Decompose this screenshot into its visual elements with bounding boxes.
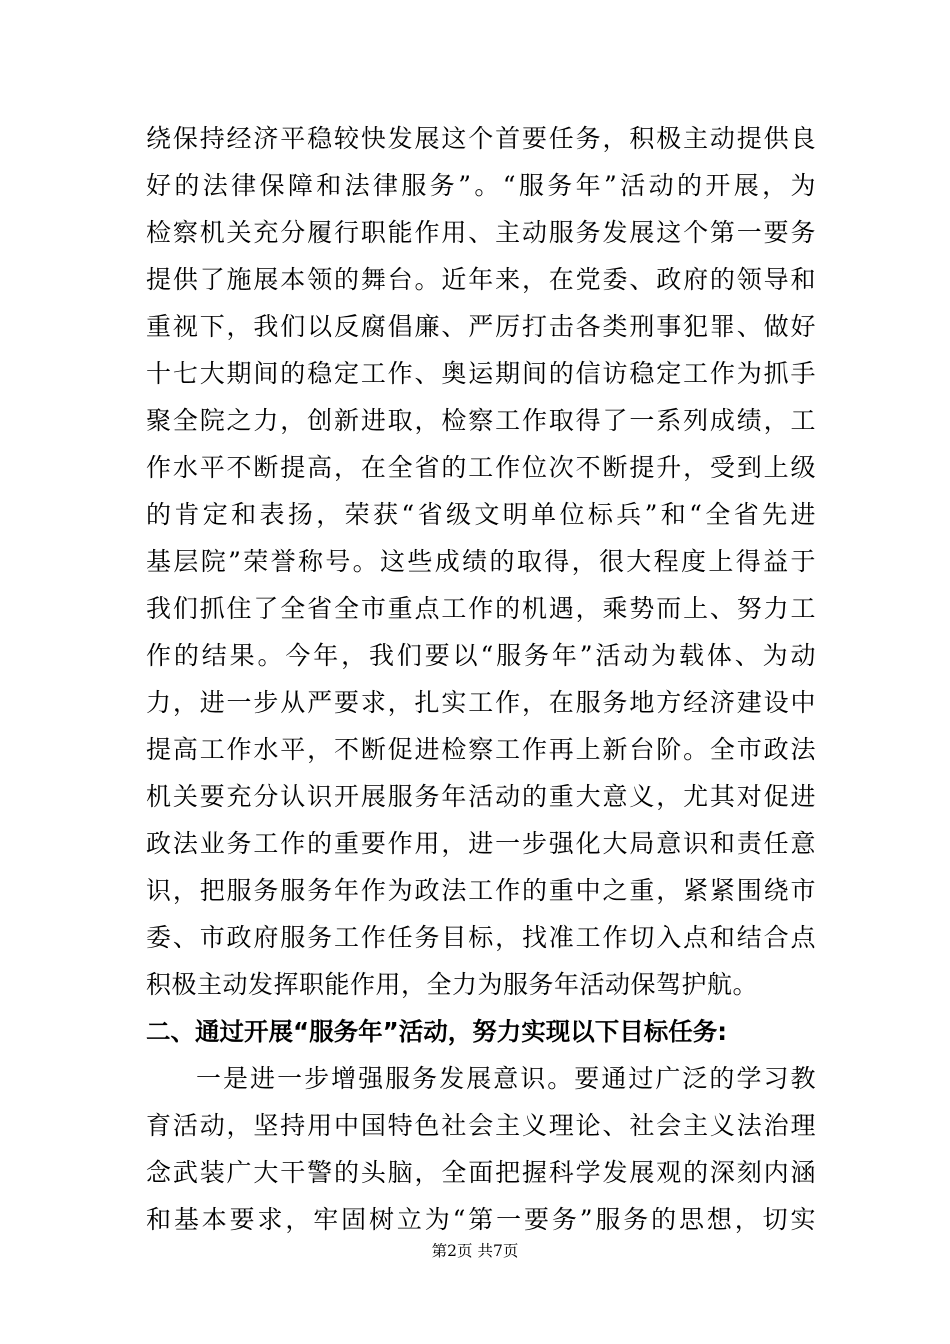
paragraph-line-13: 力，进一步从严要求，扎实工作，在服务地方经济建设中 [146, 688, 816, 717]
paragraph-line-7: 聚全院之力，创新进取，检察工作取得了一系列成绩，工 [146, 406, 816, 435]
paragraph-line-23: 念武装广大干警的头脑，全面把握科学发展观的深刻内涵 [146, 1158, 816, 1187]
paragraph-line-16: 政法业务工作的重要作用，进一步强化大局意识和责任意 [146, 829, 816, 858]
paragraph-line-4: 提供了施展本领的舞台。近年来，在党委、政府的领导和 [146, 265, 816, 294]
paragraph-line-1: 绕保持经济平稳较快发展这个首要任务，积极主动提供良 [146, 124, 816, 153]
paragraph-line-11: 我们抓住了全省全市重点工作的机遇，乘势而上、努力工 [146, 594, 816, 623]
paragraph-line-19: 积极主动发挥职能作用，全力为服务年活动保驾护航。 [146, 970, 759, 999]
paragraph-line-21: 一是进一步增强服务发展意识。要通过广泛的学习教 [196, 1064, 816, 1093]
paragraph-line-10: 基层院”荣誉称号。这些成绩的取得，很大程度上得益于 [146, 547, 816, 576]
paragraph-line-14: 提高工作水平，不断促进检察工作再上新台阶。全市政法 [146, 735, 816, 764]
paragraph-line-6: 十七大期间的稳定工作、奥运期间的信访稳定工作为抓手 [146, 359, 816, 388]
page-number-footer: 第2页 共7页 [431, 1242, 519, 1260]
paragraph-line-15: 机关要充分认识开展服务年活动的重大意义，尤其对促进 [146, 782, 816, 811]
paragraph-line-22: 育活动，坚持用中国特色社会主义理论、社会主义法治理 [146, 1111, 816, 1140]
paragraph-line-12: 作的结果。今年，我们要以“服务年”活动为载体、为动 [146, 641, 816, 670]
paragraph-line-18: 委、市政府服务工作任务目标，找准工作切入点和结合点 [146, 923, 816, 952]
paragraph-line-24: 和基本要求，牢固树立为“第一要务”服务的思想，切实 [146, 1205, 816, 1234]
paragraph-line-17: 识，把服务服务年作为政法工作的重中之重，紧紧围绕市 [146, 876, 816, 905]
paragraph-line-8: 作水平不断提高，在全省的工作位次不断提升，受到上级 [146, 453, 816, 482]
paragraph-line-9: 的肯定和表扬，荣获“省级文明单位标兵”和“全省先进 [146, 500, 816, 529]
paragraph-line-2: 好的法律保障和法律服务”。“服务年”活动的开展，为 [146, 171, 816, 200]
paragraph-line-3: 检察机关充分履行职能作用、主动服务发展这个第一要务 [146, 218, 816, 247]
section-heading: 二、通过开展“服务年”活动，努力实现以下目标任务: [146, 1017, 727, 1046]
paragraph-line-5: 重视下，我们以反腐倡廉、严厉打击各类刑事犯罪、做好 [146, 312, 816, 341]
document-body [146, 115, 816, 1243]
